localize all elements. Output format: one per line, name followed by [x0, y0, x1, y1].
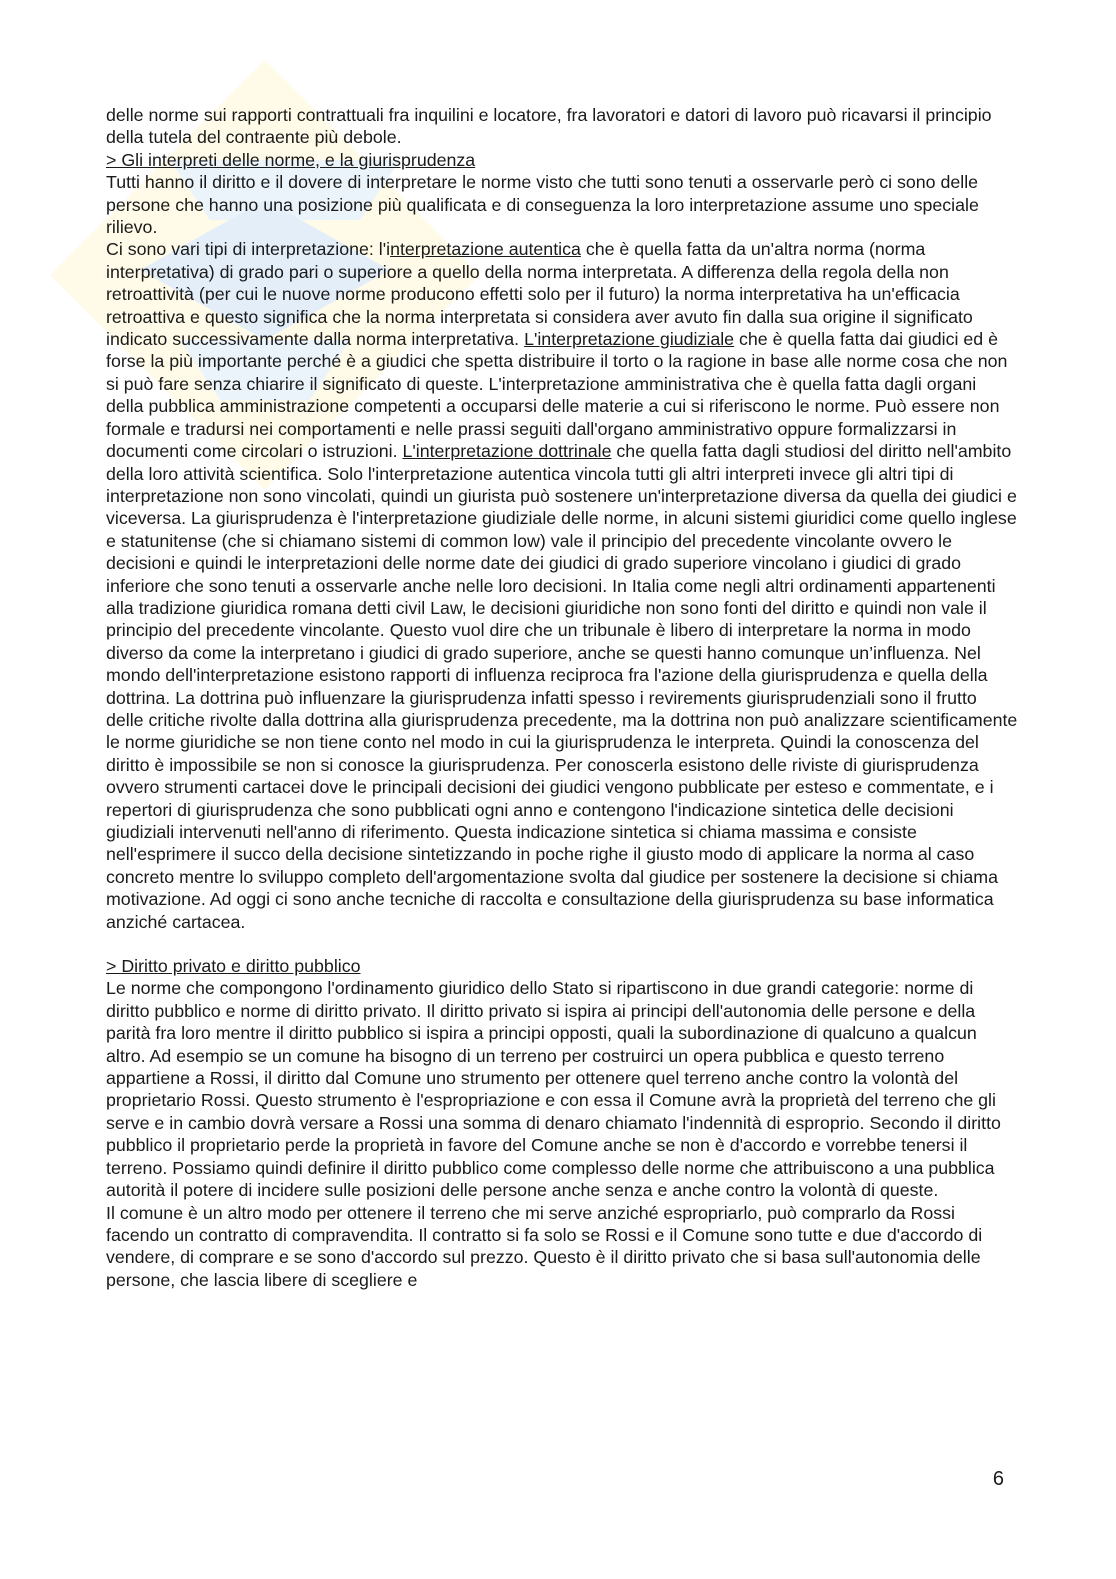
term-interpretazione-autentica: nterpretazione autentica [390, 239, 581, 260]
term-interpretazione-dottrinale: L'interpretazione dottrinale [402, 441, 612, 462]
paragraph: delle norme sui rapporti contrattuali fra inquilini e locatore, fra lavoratori e datori di lavoro può ricavarsi il principio della tutela del contraente più debole. [106, 105, 992, 148]
paragraph: Tutti hanno il diritto e il dovere di interpretare le norme visto che tutti sono tenuti a osservarle però ci sono delle persone che hanno una posizione più qualificata e di conseguenza la loro interpretazione assume uno speciale rilievo. [106, 172, 979, 238]
text-run: che è quella fatta da un'altra norma (norma interpretativa) di grado pari o superiore a quello della norma interpretata. A differenza della regola della non retroattività (per cui le nuove norme producono effetti solo per il futuro) la norma interpretativa ha un'efficacia retroattiva e questo significa che la norma interpretata si considera aver avuto fin dalla sua origine il significato indicato successivamente dalla norma interpretativa. [106, 239, 973, 350]
page-number: 6 [992, 1468, 1004, 1490]
paragraph: Il comune è un altro modo per ottenere il terreno che mi serve anziché espropriarlo, può comprarlo da Rossi facendo un contratto di compravendita. Il contratto si fa solo se Rossi e il Comune sono tutte e due d'accordo di vendere, di comprare e se sono d'accordo sul prezzo. Questo è il diritto privato che si basa sull'autonomia delle persone, che lascia libere di scegliere e [106, 1202, 983, 1290]
document-body [106, 104, 1018, 1291]
paragraph-spacer [106, 933, 1018, 955]
section-heading-interpreti: > Gli interpreti delle norme, e la giurisprudenza [106, 149, 476, 170]
term-interpretazione-giudiziale: L'interpretazione giudiziale [524, 329, 735, 350]
paragraph-interpretazione [106, 238, 1018, 933]
paragraph: Le norme che compongono l'ordinamento giuridico dello Stato si ripartiscono in due grandi categorie: norme di diritto pubblico e norme di diritto privato. Il diritto privato si ispira ai principi dell'autonomia delle persone e della parità fra loro mentre il diritto pubblico si ispira a principi opposti, quali la subordinazione di qualcuno a qualcun altro. Ad esempio se un comune ha bisogno di un terreno per costruirci un opera pubblica e questo terreno appartiene a Rossi, il diritto dal Comune uno strumento per ottenere quel terreno anche contro la volontà del proprietario Rossi. Questo strumento è l'espropriazione e con essa il Comune avrà la proprietà del terreno che gli serve e in cambio dovrà versare a Rossi una somma di denaro chiamato l'indennità di esproprio. Secondo il diritto pubblico il proprietario perde la proprietà in favore del Comune anche se non è d'accordo e vorrebbe tenersi il terreno. Possiamo quindi definire il diritto pubblico come complesso delle norme che attribuiscono a una pubblica autorità il potere di incidere sulle posizioni delle persone anche senza e anche contro la volontà di queste. [106, 978, 1001, 1201]
text-run: che è quella fatta dai giudici ed è forse la più importante perché è a giudici che spetta distribuire il torto o la ragione in base alle norme cosa che non si può fare senza chiarire il significato di queste. L'interpretazione amministrativa che è quella fatta dagli organi della pubblica amministrazione competenti a occuparsi delle materie a cui si riferiscono le norme. Può essere non formale e tradursi nei comportamenti e nelle prassi seguiti dall'organo amministrativo oppure formalizzarsi in documenti come circolari o istruzioni. [106, 329, 1008, 462]
text-run: che quella fatta dagli studiosi del diritto nell'ambito della loro attività scientifica. Solo l'interpretazione autentica vincola tutti gli altri interpreti invece gli altri tipi di interpretazione non sono vincolati, quindi un giurista può sostenere un'interpretazione diversa da quella dei giudici e viceversa. La giurisprudenza è l'interpretazione giudiziale delle norme, in alcuni sistemi giuridici come quello inglese e statunitense (che si chiamano sistemi di common low) vale il principio del precedente vincolante ovvero le decisioni e quindi le interpretazioni delle norme date dei giudici di grado superiore vincolano i giudici di grado inferiore che sono tenuti a osservarle anche nelle loro decisioni. In Italia come negli altri ordinamenti appartenenti alla tradizione giuridica romana detti civil Law, le decisioni giuridiche non sono fonti del diritto e quindi non vale il principio del precedente vincolante. Questo vuol dire che un tribunale è libero di interpretare la norma in modo diverso da come la interpretano i giudici di grado superiore, anche se questi hanno comunque un’influenza. Nel mondo dell'interpretazione esistono rapporti di influenza reciproca fra l'azione della giurisprudenza e quella della dottrina. La dottrina può influenzare la giurisprudenza infatti spesso i revirements giurisprudenziali sono il frutto delle critiche rivolte dalla dottrina alla giurisprudenza precedente, ma la dottrina non può analizzare scientificamente le norme giuridiche se non tiene conto nel modo in cui la giurisprudenza le interpreta. Quindi la conoscenza del diritto è impossibile se non si conosce la giurisprudenza. Per conoscerla esistono delle riviste di giurisprudenza ovvero strumenti cartacei dove le principali decisioni dei giudici vengono pubblicate per esteso e commentate, e i repertori di giurisprudenza che sono pubblicati ogni anno e contengono l'indicazione sintetica delle decisioni giudiziali intervenuti nell'anno di riferimento. Questa indicazione sintetica si chiama massima e consiste nell'esprimere il succo della decisione sintetizzando in poche righe il giusto modo di applicare la norma al caso concreto mentre lo sviluppo completo dell'argomentazione svolta dal giudice per sostenere la decisione si chiama motivazione. Ad oggi ci sono anche tecniche di raccolta e consultazione della giurisprudenza su base informatica anziché cartacea. [106, 441, 1018, 932]
section-heading-diritto-privato-pubblico: > Diritto privato e diritto pubblico [106, 956, 361, 977]
text-run: Ci sono vari tipi di interpretazione: l'i [106, 239, 391, 260]
